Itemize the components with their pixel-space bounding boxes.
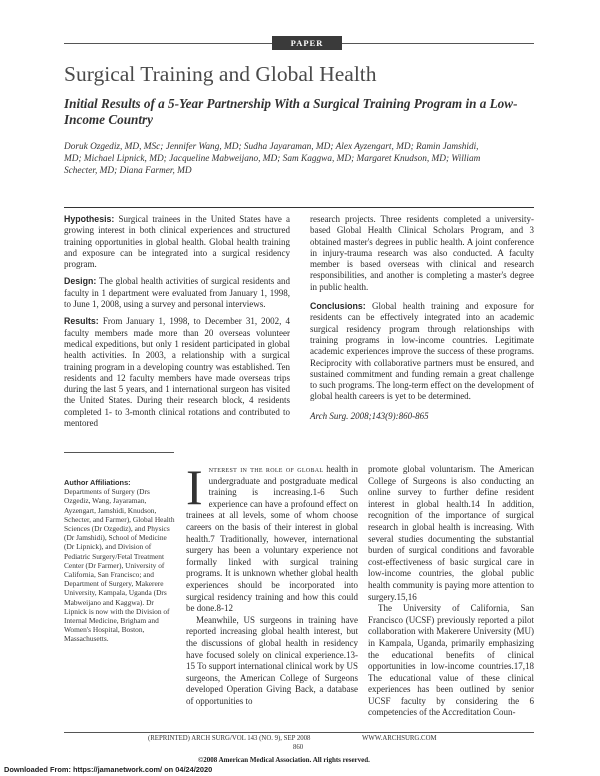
body-paragraph-2: Meanwhile, US surgeons in training have reported increasing global health interest, but the discussions of global health in residency have focused solely on clinical experience.13-15 To support international clinical work by US surgeons, the American College of Surgeons developed Operation Giving Back, a database of opportunities to xyxy=(186,614,358,706)
download-note: Downloaded From: https://jamanetwork.com/ on 04/24/2020 xyxy=(4,765,213,774)
hypothesis-label: Hypothesis: xyxy=(64,214,115,224)
design-label: Design: xyxy=(64,276,97,287)
top-rule-right xyxy=(342,43,534,44)
abstract-citation: Arch Surg. 2008;143(9):860-865 xyxy=(310,410,429,421)
author-list: Doruk Ozgediz, MD, MSc; Jennifer Wang, MD; Sudha Jayaraman, MD; Alex Ayzengart, MD; Ramin Jamshidi, MD; Michael Lipnick, MD; Jacqueline Mabweijano, MD; Sam Kaggwa, MD; Margaret Knudson, MD; William Schecter, MD; Diana Farmer, MD xyxy=(64,142,481,176)
abstract-conclusions xyxy=(310,301,534,403)
abstract-results-continued: research projects. Three residents completed a university-based Global Health Clinical Scholars Program, and 3 obtained master's degrees in public health. A joint conference in injury-trauma research was also conducted. A faculty member is based overseas with clinical and research responsibilities, and another is completing a master's degree in public health. xyxy=(310,214,534,292)
abstract-design xyxy=(64,276,290,310)
abstract-right-column xyxy=(310,214,534,428)
article-subtitle: Initial Results of a 5-Year Partnership With a Surgical Training Program in a Low-Income Country xyxy=(64,96,518,127)
abstract-hypothesis xyxy=(64,214,290,270)
article-title: Surgical Training and Global Health xyxy=(64,62,377,86)
design-text: The global health activities of surgical residents and faculty in 1 department were evaluated from January 1, 1998, to June 1, 2008, using a survey and personal interviews. xyxy=(64,276,290,310)
body-column-1 xyxy=(186,459,358,707)
footer-journal-line: (REPRINTED) ARCH SURG/VOL 143 (NO. 9), SEP 2008 xyxy=(148,735,311,742)
abstract-left-column xyxy=(64,214,290,435)
author-affiliations xyxy=(64,478,176,644)
section-label: PAPER xyxy=(272,36,342,50)
body-paragraph-4: The University of California, San Francisco (UCSF) previously reported a pilot collaboration with Makerere University (MU) in Kampala, Uganda, primarily emphasizing the educational benefits of clinical opportunities in low-income countries.17,18 The educational value of these clinical experiences has been outlined by senior UCSF faculty by considering the 6 competencies of the Accreditation Coun- xyxy=(368,603,534,718)
body-column-2 xyxy=(368,464,534,719)
affiliations-heading: Author Affiliations: xyxy=(64,478,131,487)
top-rule-left xyxy=(64,43,272,44)
body-paragraph-1: health in undergraduate and postgraduate medical training is increasing.1-6 Such experience can have a profound effect on trainees at all levels, some of whom choose careers on the basis of their interest in global health.7 Traditionally, however, international surgery has been a voluntary experience not formally linked with surgical training programs. It is unknown whether global health experiences should be incorporated into surgical residency training and how this could be done.8-12 xyxy=(186,464,358,614)
abstract-results xyxy=(64,316,290,429)
footer-website: WWW.ARCHSURG.COM xyxy=(362,735,437,742)
drop-cap: I xyxy=(186,459,203,515)
abstract-bottom-rule xyxy=(64,452,174,453)
conclusions-label: Conclusions: xyxy=(310,301,366,312)
page-number: 860 xyxy=(293,744,304,751)
affiliations-text: Departments of Surgery (Drs Ozgediz, Wang, Jayaraman, Ayzengart, Jamshidi, Knudson, Schecter, and Farmer), Global Health Sciences (Dr Ozgediz), and Physics (Dr Jamshidi), School of Medicine (Dr Lipnick), and Division of Pediatric Surgery/Fetal Treatment Center (Dr Farmer), University of California, San Francisco; and Department of Surgery, Makerere University, Kampala, Uganda (Drs Mabweijano and Kaggwa). Dr Lipnick is now with the Division of Internal Medicine, Brigham and Women's Hospital, Boston, Massachusetts. xyxy=(64,487,175,644)
abstract-top-rule xyxy=(64,207,534,208)
hypothesis-text: Surgical trainees in the United States have a growing interest in both clinical experiences and structured training opportunities in global health. Global health training and exposure can be integrated into a surgical residency program. xyxy=(64,214,290,270)
conclusions-text: Global health training and exposure for residents can be effectively integrated into an academic surgical residency program through relationships with training programs in low-income countries. Legitimate academic experiences improve the success of these programs. Reciprocity with collaborative partners must be ensured, and sustained commitment and funding remain a great challenge to such programs. The long-term effect on the development of global health careers is yet to be determined. xyxy=(310,301,534,402)
body-paragraph-3: promote global voluntarism. The American College of Surgeons is also conducting an online survey to further define resident interest in global health.14 In addition, recognition of the importance of surgical research in global health is increasing. With several studies documenting the substantial burden of surgical conditions and favorable cost-effectiveness of basic surgical care in low-income countries, the global public health community is paying more attention to surgery.15,16 xyxy=(368,464,534,602)
copyright-notice: ©2008 American Medical Association. All rights reserved. xyxy=(198,756,370,764)
results-label: Results: xyxy=(64,316,99,327)
lead-in: nterest in the role of global xyxy=(208,464,324,474)
results-text: From January 1, 1998, to December 31, 2002, 4 faculty members made more than 20 overseas volunteer medical expeditions, but only 1 resident participated in global health activities. In 2003, a relationship with a surgical training program in a developing country was established. Ten residents and 12 faculty members have made overseas trips during the last 5 years, and 1 international surgeon has visited the United States. During their research block, 4 residents completed 1- to 3-month clinical rotations and contributed to mentored xyxy=(64,316,291,429)
footer-rule xyxy=(64,732,534,733)
